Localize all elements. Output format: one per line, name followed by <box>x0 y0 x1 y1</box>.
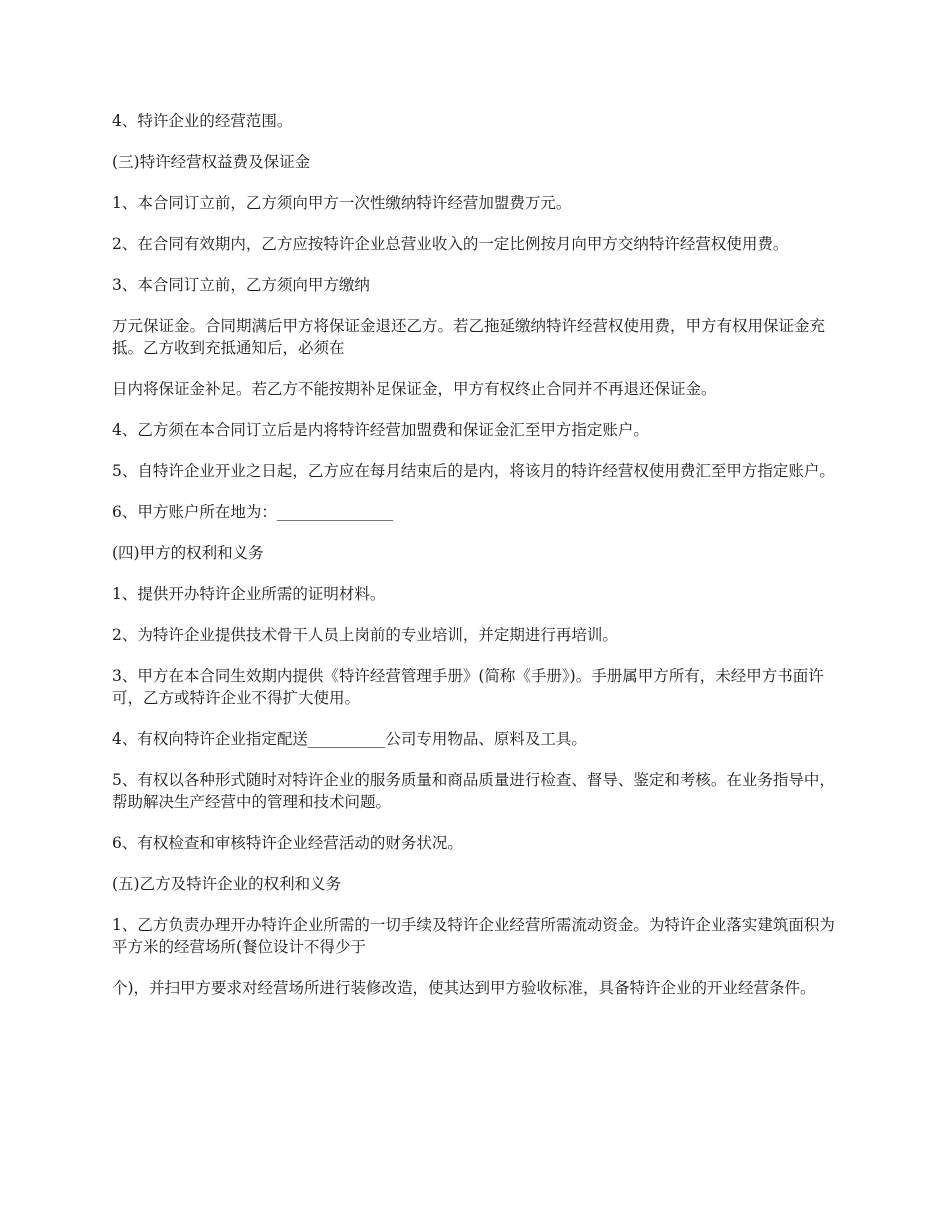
paragraph-13: 2、为特许企业提供技术骨干人员上岗前的专业培训，并定期进行再培训。 <box>112 626 618 644</box>
paragraph-10: 6、甲方账户所在地为：_______________ <box>112 503 394 521</box>
section-heading-3: (三)特许经营权益费及保证金 <box>112 153 311 171</box>
paragraph-5: 3、本合同订立前，乙方须向甲方缴纳 <box>112 276 370 294</box>
paragraph-7: 日内将保证金补足。若乙方不能按期补足保证金，甲方有权终止合同并不再退还保证金。 <box>112 380 717 398</box>
paragraph-14: 3、甲方在本合同生效期内提供《特许经营管理手册》(简称《手册》)。手册属甲方所有，未经甲方书面许可，乙方或特许企业不得扩大使用。 <box>112 667 824 707</box>
section-heading-5: (五)乙方及特许企业的权利和义务 <box>112 875 342 893</box>
paragraph-20: 个)，并扫甲方要求对经营场所进行装修改造，使其达到甲方验收标准，具备特许企业的开业经营条件。 <box>112 979 816 997</box>
paragraph-15: 4、有权向特许企业指定配送__________公司专用物品、原料及工具。 <box>112 730 587 748</box>
section-heading-4: (四)甲方的权利和义务 <box>112 544 264 562</box>
paragraph-19: 1、乙方负责办理开办特许企业所需的一切手续及特许企业经营所需流动资金。为特许企业落实建筑面积为平方米的经营场所(餐位设计不得少于 <box>112 916 835 956</box>
paragraph-16: 5、有权以各种形式随时对特许企业的服务质量和商品质量进行检查、督导、鉴定和考核。在业务指导中，帮助解决生产经营中的管理和技术问题。 <box>112 771 835 811</box>
paragraph-3: 1、本合同订立前，乙方须向甲方一次性缴纳特许经营加盟费万元。 <box>112 194 572 212</box>
paragraph-6: 万元保证金。合同期满后甲方将保证金退还乙方。若乙拖延缴纳特许经营权使用费，甲方有权用保证金充抵。乙方收到充抵通知后，必须在 <box>112 317 826 357</box>
paragraph-12: 1、提供开办特许企业所需的证明材料。 <box>112 585 386 603</box>
paragraph-4: 2、在合同有效期内，乙方应按特许企业总营业收入的一定比例按月向甲方交纳特许经营权使用费。 <box>112 235 789 253</box>
paragraph-17: 6、有权检查和审核特许企业经营活动的财务状况。 <box>112 834 463 852</box>
paragraph-1: 4、特许企业的经营范围。 <box>112 112 293 130</box>
paragraph-9: 5、自特许企业开业之日起，乙方应在每月结束后的是内，将该月的特许经营权使用费汇至甲方指定账户。 <box>112 462 835 480</box>
paragraph-8: 4、乙方须在本合同订立后是内将特许经营加盟费和保证金汇至甲方指定账户。 <box>112 421 649 439</box>
document-page <box>112 110 842 1018</box>
